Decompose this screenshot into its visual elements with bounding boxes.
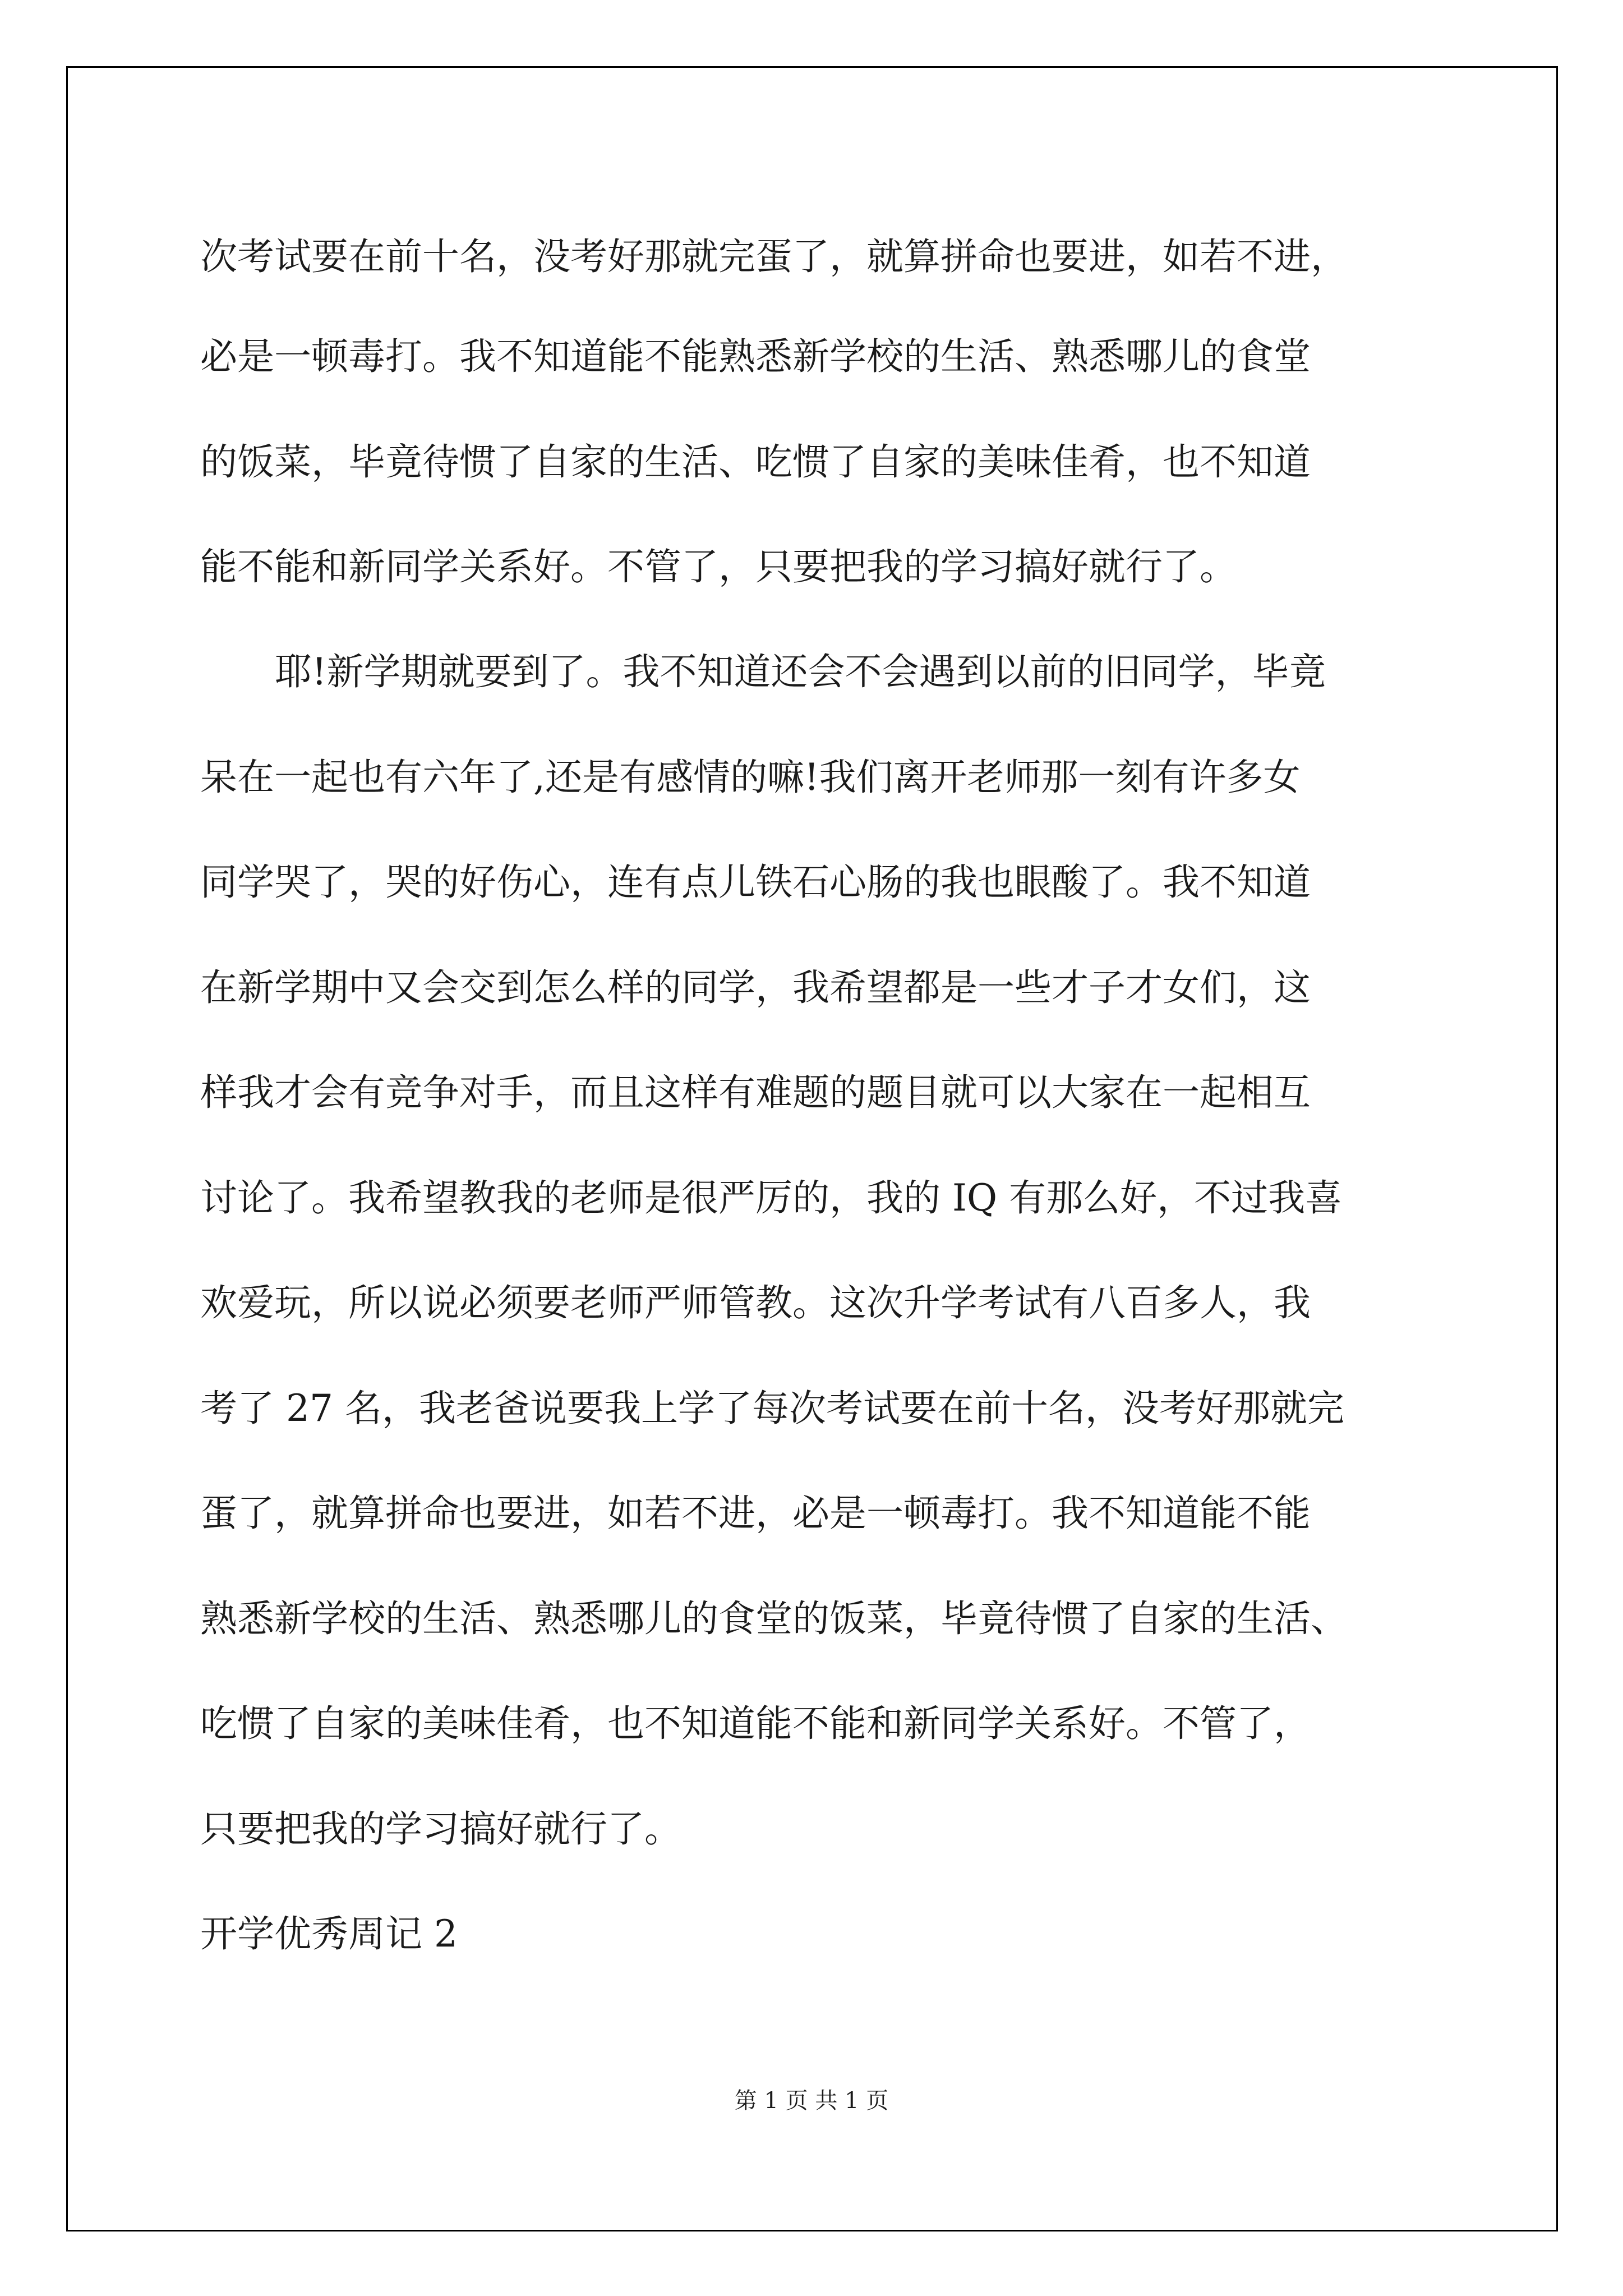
text-line-9: 样我才会有竞争对手，而且这样有难题的题目就可以大家在一起相互 [200, 1071, 1311, 1114]
text-line-14: 熟悉新学校的生活、熟悉哪儿的食堂的饭菜，毕竟待惯了自家的生活、 [200, 1597, 1348, 1640]
text-line-3: 的饭菜，毕竟待惯了自家的生活、吃惯了自家的美味佳肴，也不知道 [200, 440, 1311, 484]
text-line-8: 在新学期中又会交到怎么样的同学，我希望都是一些才子才女们，这 [200, 966, 1311, 1009]
text-line-4: 能不能和新同学关系好。不管了，只要把我的学习搞好就行了。 [200, 545, 1237, 588]
text-line-7: 同学哭了，哭的好伤心，连有点儿铁石心肠的我也眼酸了。我不知道 [200, 861, 1311, 904]
text-line-10: 讨论了。我希望教我的老师是很严厉的，我的 IQ 有那么好，不过我喜 [200, 1176, 1343, 1220]
page-border [66, 66, 1558, 2231]
page-footer: 第 1 页 共 1 页 [734, 2088, 889, 2114]
text-line-6: 呆在一起也有六年了,还是有感情的嘛!我们离开老师那一刻有许多女 [200, 756, 1301, 799]
text-line-1: 次考试要在前十名，没考好那就完蛋了，就算拼命也要进，如若不进， [200, 235, 1348, 278]
paragraph-start-line: 耶!新学期就要到了。我不知道还会不会遇到以前的旧同学，毕竟 [275, 650, 1326, 693]
text-line-11: 欢爱玩，所以说必须要老师严师管教。这次升学考试有八百多人，我 [200, 1281, 1311, 1324]
text-line-2: 必是一顿毒打。我不知道能不能熟悉新学校的生活、熟悉哪儿的食堂 [200, 335, 1311, 378]
text-line-15: 吃惯了自家的美味佳肴，也不知道能不能和新同学关系好。不管了， [200, 1702, 1311, 1745]
text-line-16: 只要把我的学习搞好就行了。 [200, 1807, 681, 1851]
text-line-13: 蛋了，就算拼命也要进，如若不进，必是一顿毒打。我不知道能不能 [200, 1492, 1311, 1535]
text-line-12: 考了 27 名，我老爸说要我上学了每次考试要在前十名，没考好那就完 [200, 1387, 1344, 1430]
section-title: 开学优秀周记 2 [200, 1912, 458, 1955]
